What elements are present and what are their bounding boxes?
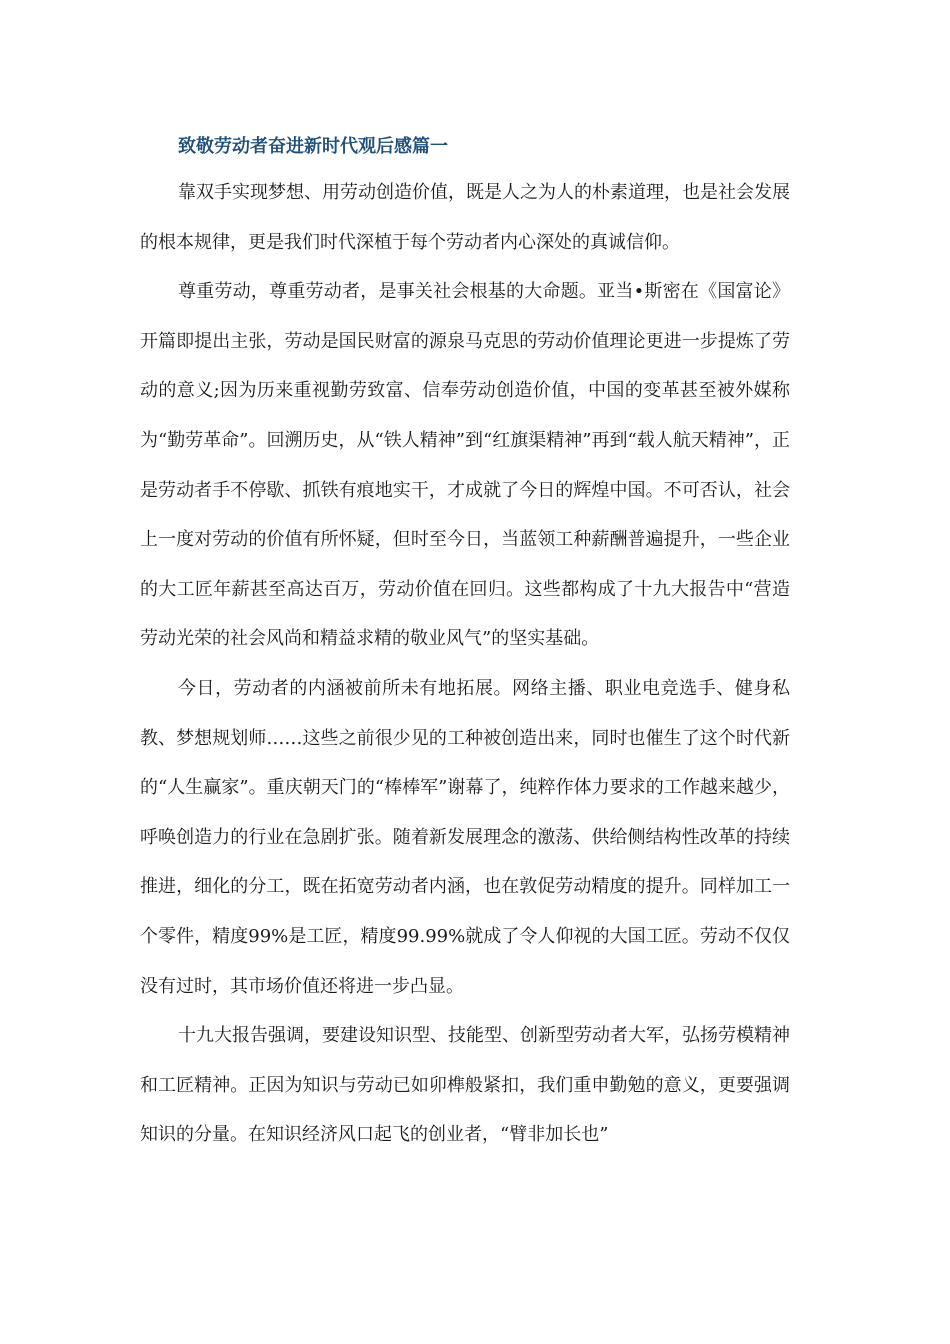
document-title: 致敬劳动者奋进新时代观后感篇一: [178, 136, 448, 157]
paragraph-2: 尊重劳动，尊重劳动者，是事关社会根基的大命题。亚当•斯密在《国富论》开篇即提出主张，劳动是国民财富的源泉马克思的劳动价值理论更进一步提炼了劳动的意义;因为历来重视勤劳致富、信奉劳动创造价值，中国的变革甚至被外媒称为“勤劳革命”。回溯历史，从“铁人精神”到“红旗渠精神”再到“载人航天精神”，正是劳动者手不停歇、抓铁有痕地实干，才成就了今日的辉煌中国。不可否认，社会上一度对劳动的价值有所怀疑，但时至今日，当蓝领工种薪酬普遍提升，一些企业的大工匠年薪甚至高达百万，劳动价值在回归。这些都构成了十九大报告中“营造劳动光荣的社会风尚和精益求精的敬业风气”的坚实基础。: [140, 281, 790, 650]
document-body: [140, 128, 790, 1160]
paragraph-3: 今日，劳动者的内涵被前所未有地拓展。网络主播、职业电竞选手、健身私教、梦想规划师……这些之前很少见的工种被创造出来，同时也催生了这个时代新的“人生赢家”。重庆朝天门的“棒棒军”谢幕了，纯粹作体力要求的工作越来越少，呼唤创造力的行业在急剧扩张。随着新发展理念的激荡、供给侧结构性改革的持续推进，细化的分工，既在拓宽劳动者内涵，也在敦促劳动精度的提升。同样加工一个零件，精度99%是工匠，精度99.99%就成了令人仰视的大国工匠。劳动不仅仅没有过时，其市场价值还将进一步凸显。: [140, 677, 790, 997]
paragraph-1: 靠双手实现梦想、用劳动创造价值，既是人之为人的朴素道理，也是社会发展的根本规律，更是我们时代深植于每个劳动者内心深处的真诚信仰。: [140, 182, 790, 253]
paragraph-4: 十九大报告强调，要建设知识型、技能型、创新型劳动者大军，弘扬劳模精神和工匠精神。正因为知识与劳动已如卯榫般紧扣，我们重申勤勉的意义，更要强调知识的分量。在知识经济风口起飞的创业者，“臂非加长也”: [140, 1025, 790, 1146]
